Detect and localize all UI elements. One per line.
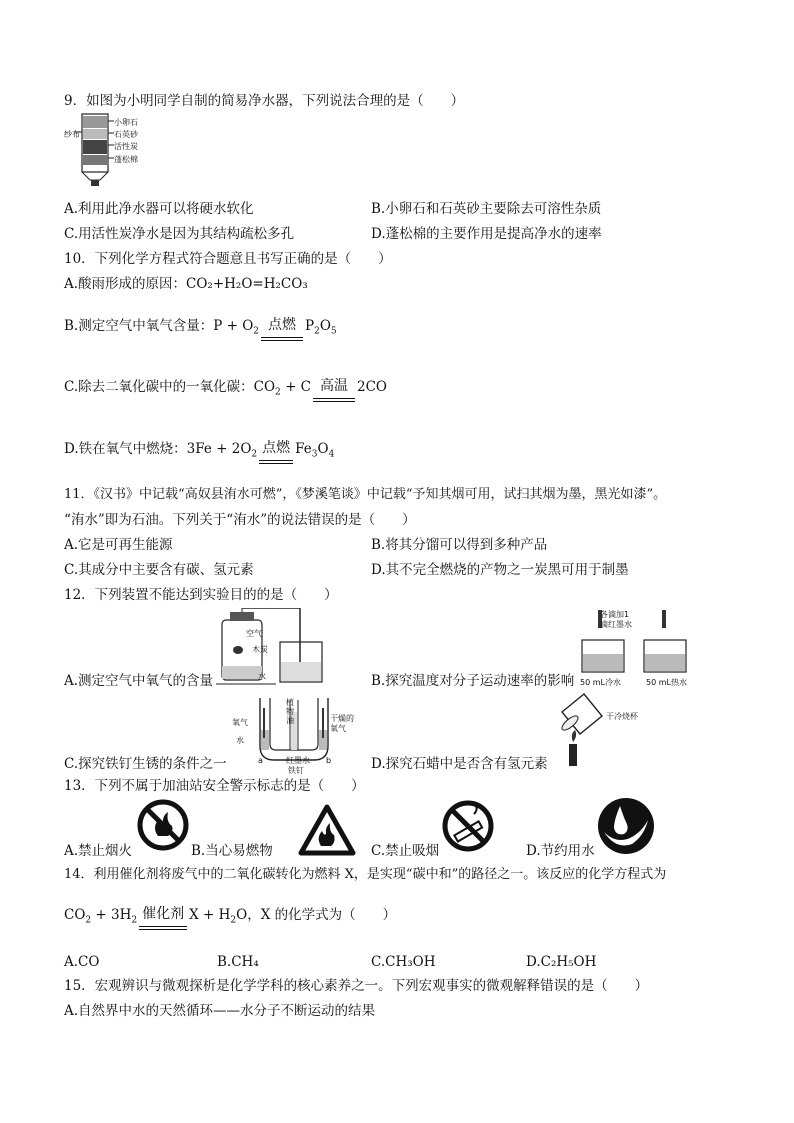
q13-option-b: B.当心易燃物 — [191, 843, 273, 859]
q10-option-c — [64, 378, 387, 402]
q12-fig-b-label-cold: 50 mL冷水 — [580, 678, 621, 687]
q9-option-b: B.小卵石和石英砂主要除去可溶性杂质 — [371, 201, 602, 217]
q11-stem-line2: “洧水”即为石油。下列关于“洧水”的说法错误的是（ ） — [64, 512, 416, 528]
q12-fig-a-apparatus — [216, 608, 338, 690]
q9-stem: 9．如图为小明同学自制的简易净水器，下列说法合理的是（ ） — [64, 93, 465, 109]
q9-option-a: A.利用此净水器可以将硬水软化 — [64, 201, 254, 217]
no-fire-sign-icon — [136, 798, 190, 852]
q12-option-a: A.测定空气中氧气的含量 — [64, 673, 214, 689]
q12-option-d: D.探究石蜡中是否含有氢元素 — [371, 756, 548, 772]
q13-option-d: D.节约用水 — [526, 843, 595, 859]
q10-option-b-rhs: $P_2O_5$ — [305, 318, 337, 337]
q12-option-b: B.探究温度对分子运动速率的影响 — [371, 673, 575, 689]
q9-option-d: D.蓬松棉的主要作用是提高净水的速率 — [371, 226, 602, 242]
q12-fig-a-label-air: 空气 — [246, 629, 262, 638]
q14-option-b: B.CH₄ — [217, 954, 259, 970]
q9-fig-label-pebble: 小卵石 — [114, 118, 138, 127]
q12-fig-a-label-water: 水 — [258, 672, 266, 681]
q14-option-d: D.C₂H₅OH — [526, 954, 597, 970]
q9-fig-label-sand: 石英砂 — [114, 130, 138, 139]
q10-option-d-text: D.铁在氧气中燃烧： — [64, 441, 187, 457]
q10-option-d-rhs: $Fe_3O_4$ — [295, 441, 335, 460]
q10-option-d — [64, 440, 334, 464]
q12-fig-c-label-dry: 干燥的 — [330, 714, 354, 723]
q12-fig-b-beakers — [578, 610, 696, 684]
q14-equation-tail: ，X 的化学式为（ ） — [247, 907, 397, 923]
q10-option-b-text: B.测定空气中氧气含量： — [64, 318, 214, 334]
q12-fig-c-label-ink: 红墨水 — [286, 756, 310, 765]
q12-fig-c-label-water: 水 — [236, 736, 244, 745]
no-smoking-sign-icon — [440, 798, 496, 854]
q14-equation-lhs: $CO_2 + 3H_2$ — [64, 907, 138, 926]
q12-fig-c-label-oxygen: 氧气 — [232, 718, 248, 727]
q10-stem: 10．下列化学方程式符合题意且书写正确的是（ ） — [64, 251, 392, 267]
q14-option-a: A.CO — [64, 954, 100, 970]
q14-option-c: C.CH₃OH — [371, 954, 436, 970]
q12-fig-d-label-beaker: 干冷烧杯 — [606, 712, 638, 721]
q12-fig-b-label-hot: 50 mL热水 — [646, 678, 687, 687]
q12-fig-c-label-nail: 铁钉 — [288, 766, 304, 775]
q14-stem: 14．利用催化剂将废气中的二氧化碳转化为燃料 X，是实现“碳中和”的路径之一。该反应的化学方程式为 — [64, 867, 667, 882]
q15-stem: 15．宏观辨识与微观探析是化学学科的核心素养之一。下列宏观事实的微观解释错误的是（ ） — [64, 978, 649, 994]
q10-option-c-rhs: 2CO — [357, 379, 388, 395]
q12-fig-c-label-a: a — [258, 756, 263, 765]
q12-fig-a-label-charcoal: 木炭 — [252, 645, 268, 654]
q14-equation — [64, 906, 396, 930]
q14-equation-condition: 催化剂 — [137, 926, 189, 930]
q10-option-b — [64, 317, 337, 341]
q11-option-a: A.它是可再生能源 — [64, 537, 173, 553]
save-water-sign-icon — [596, 796, 656, 856]
q9-fig-label-carbon: 活性炭 — [114, 142, 138, 151]
q11-option-b: B.将其分馏可以得到多种产品 — [371, 537, 548, 553]
q10-option-a: A.酸雨形成的原因：CO₂+H₂O=H₂CO₃ — [64, 276, 308, 292]
q12-stem: 12．下列装置不能达到实验目的的是（ ） — [64, 587, 338, 603]
q9-option-c: C.用活性炭净水是因为其结构疏松多孔 — [64, 226, 295, 242]
q9-fig-label-cotton: 蓬松棉 — [114, 155, 138, 164]
q12-option-c: C.探究铁钉生锈的条件之一 — [64, 756, 227, 772]
q12-fig-b-label-top: 各滴加1 — [600, 610, 630, 619]
q14-equation-rhs: $X + H_2O$ — [189, 907, 248, 926]
q12-fig-c-label-plant2: 物 — [286, 707, 294, 716]
q10-option-b-lhs: $P + O_2$ — [213, 318, 259, 337]
q10-option-c-text: C.除去二氧化碳中的一氧化碳： — [64, 379, 254, 395]
q11-option-d: D.其不完全燃烧的产物之一炭黑可用于制墨 — [371, 562, 629, 578]
q12-fig-d-candle — [556, 690, 604, 770]
q10-option-d-condition: 点燃 — [257, 460, 295, 464]
q13-option-c: C.禁止吸烟 — [371, 843, 440, 859]
q10-option-b-condition: 点燃 — [259, 337, 305, 341]
q9-fig-label-gauze: 纱布 — [64, 130, 80, 139]
q12-fig-b-label-top2: 滴红墨水 — [600, 620, 632, 629]
q10-option-d-lhs: $3Fe + 2O_2$ — [186, 441, 258, 460]
q12-fig-c-label-plant1: 植 — [286, 698, 294, 707]
q10-option-c-condition: 高温 — [311, 398, 357, 402]
q10-option-c-lhs: $CO_2 + C$ — [253, 379, 312, 398]
q12-fig-c-label-plant3: 油 — [286, 716, 294, 725]
flammable-warning-sign-icon — [298, 804, 356, 856]
q11-option-c: C.其成分中主要含有碳、氢元素 — [64, 562, 254, 578]
q15-option-a: A.自然界中水的天然循环——水分子不断运动的结果 — [64, 1003, 376, 1019]
q13-stem: 13．下列不属于加油站安全警示标志的是（ ） — [64, 778, 365, 794]
q12-fig-c-label-b: b — [326, 756, 332, 765]
q13-option-a: A.禁止烟火 — [64, 843, 133, 859]
q12-fig-c-label-oxygen2: 氧气 — [330, 724, 346, 733]
q11-stem-line1: 11．《汉书》中记载“高奴县洧水可燃”，《梦溪笔谈》中记载“予知其烟可用，试扫其烟为墨，黑光如漆”。 — [64, 487, 667, 502]
